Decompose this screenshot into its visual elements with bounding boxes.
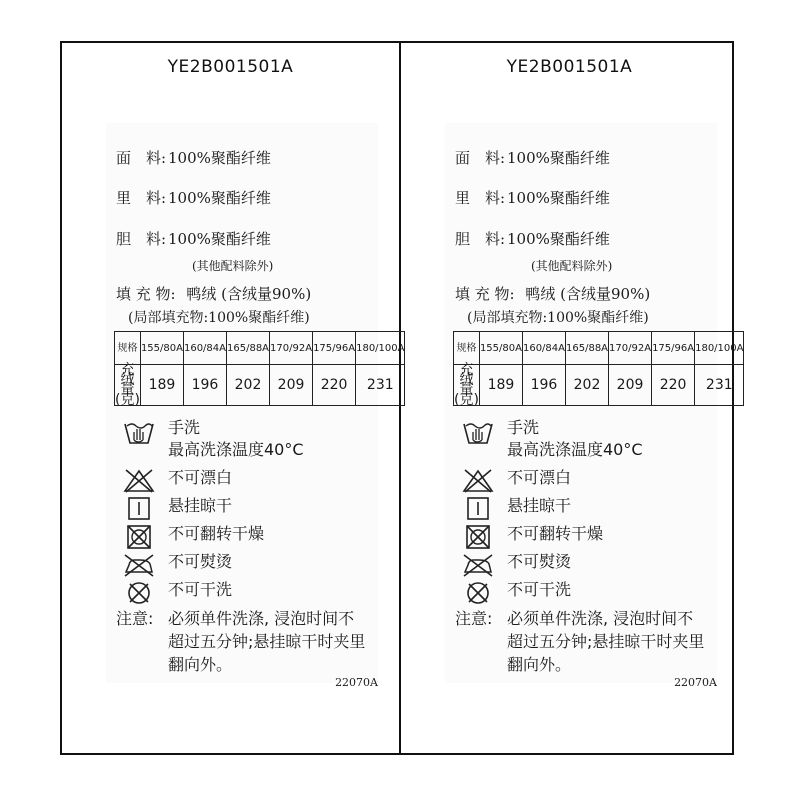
fabric-row (455, 147, 610, 168)
weight-cell: 196 (183, 365, 226, 406)
care-text: 手洗 (507, 418, 540, 437)
hand-wash-icon (461, 418, 495, 446)
line-dry-icon (122, 496, 156, 522)
care-instructions (455, 413, 717, 689)
care-text: 不可熨烫 (507, 552, 572, 571)
weight-cell: 189 (140, 365, 183, 406)
spec-header: 规格 (115, 332, 141, 365)
liner-row (455, 228, 610, 249)
lining-value: 100%聚酯纤维 (507, 189, 610, 207)
note-label: 注意: (116, 609, 154, 628)
fabric-key: 面 料: (455, 149, 506, 167)
size-cell: 160/84A (183, 332, 226, 365)
size-table (453, 331, 744, 406)
lot-number: 22070A (335, 676, 378, 689)
no-tumble-dry-icon (122, 524, 156, 550)
hand-wash-icon (122, 418, 156, 446)
care-label (106, 123, 405, 689)
liner-key: 胆 料: (455, 230, 506, 248)
care-note (116, 607, 378, 683)
size-cell: 175/96A (652, 332, 695, 365)
weight-cell: 209 (609, 365, 652, 406)
fabric-value: 100%聚酯纤维 (507, 149, 610, 167)
no-tumble-dry-icon (461, 524, 495, 550)
weight-cell: 202 (566, 365, 609, 406)
no-dry-clean-icon (122, 580, 156, 606)
care-text: 最高洗涤温度40°C (168, 440, 304, 459)
lining-key: 里 料: (116, 189, 167, 207)
care-text: 不可翻转干燥 (168, 524, 265, 543)
filling-label: 填 充 物: (116, 285, 176, 303)
size-cell: 170/92A (270, 332, 313, 365)
filling-value: 鸭绒 (含绒量90%) (186, 285, 312, 303)
size-row (115, 332, 405, 365)
weight-row (115, 365, 405, 406)
weight-cell: 189 (479, 365, 522, 406)
care-instructions (116, 413, 378, 689)
size-cell: 155/80A (479, 332, 522, 365)
weight-row (454, 365, 744, 406)
care-text: 不可翻转干燥 (507, 524, 604, 543)
care-text: 不可漂白 (168, 468, 233, 487)
fabric-value: 100%聚酯纤维 (168, 149, 271, 167)
weight-cell: 196 (522, 365, 565, 406)
fabric-key: 面 料: (116, 149, 167, 167)
fill-weight-header: 充绒量(克) (115, 362, 140, 408)
lot-number: 22070A (674, 676, 717, 689)
size-cell: 180/100A (356, 332, 405, 365)
accessories-note: (其他配料除外) (531, 259, 613, 273)
no-bleach-icon (122, 468, 156, 494)
care-text: 悬挂晾干 (507, 496, 572, 515)
weight-cell: 220 (313, 365, 356, 406)
product-code: YE2B001501A (506, 57, 633, 77)
care-label (445, 123, 744, 689)
note-text: 必须单件洗涤, 浸泡时间不超过五分钟;悬挂晾干时夹里翻向外。 (507, 609, 705, 674)
filling-value: 鸭绒 (含绒量90%) (525, 285, 651, 303)
note-text: 必须单件洗涤, 浸泡时间不超过五分钟;悬挂晾干时夹里翻向外。 (168, 609, 366, 674)
weight-cell: 231 (356, 365, 405, 406)
lining-row (116, 187, 271, 208)
care-text: 不可干洗 (507, 580, 572, 599)
lining-key: 里 料: (455, 189, 506, 207)
weight-cell: 209 (270, 365, 313, 406)
weight-cell: 202 (227, 365, 270, 406)
care-label-panel-left (62, 43, 405, 753)
filling-partial: (局部填充物:100%聚酯纤维) (467, 310, 649, 326)
accessories-note: (其他配料除外) (192, 259, 274, 273)
liner-value: 100%聚酯纤维 (168, 230, 271, 248)
size-cell: 165/88A (566, 332, 609, 365)
filling-row (455, 283, 650, 304)
filling-row (116, 283, 311, 304)
care-text: 不可漂白 (507, 468, 572, 487)
no-dry-clean-icon (461, 580, 495, 606)
product-code: YE2B001501A (167, 57, 294, 77)
spec-header: 规格 (454, 332, 480, 365)
size-table (114, 331, 405, 406)
size-cell: 165/88A (227, 332, 270, 365)
care-text: 手洗 (168, 418, 201, 437)
care-text: 悬挂晾干 (168, 496, 233, 515)
filling-label: 填 充 物: (455, 285, 515, 303)
fill-weight-header: 充绒量(克) (454, 362, 479, 408)
care-text: 不可干洗 (168, 580, 233, 599)
care-label-panel-right (401, 43, 744, 753)
size-cell: 160/84A (522, 332, 565, 365)
care-text: 不可熨烫 (168, 552, 233, 571)
lining-value: 100%聚酯纤维 (168, 189, 271, 207)
weight-cell: 220 (652, 365, 695, 406)
size-cell: 155/80A (140, 332, 183, 365)
care-text: 最高洗涤温度40°C (507, 440, 643, 459)
liner-value: 100%聚酯纤维 (507, 230, 610, 248)
filling-partial: (局部填充物:100%聚酯纤维) (128, 310, 310, 326)
no-bleach-icon (461, 468, 495, 494)
size-row (454, 332, 744, 365)
weight-cell: 231 (695, 365, 744, 406)
liner-row (116, 228, 271, 249)
liner-key: 胆 料: (116, 230, 167, 248)
no-iron-icon (122, 552, 156, 578)
note-label: 注意: (455, 609, 493, 628)
line-dry-icon (461, 496, 495, 522)
fabric-row (116, 147, 271, 168)
lining-row (455, 187, 610, 208)
size-cell: 180/100A (695, 332, 744, 365)
size-cell: 170/92A (609, 332, 652, 365)
care-note (455, 607, 717, 683)
size-cell: 175/96A (313, 332, 356, 365)
no-iron-icon (461, 552, 495, 578)
